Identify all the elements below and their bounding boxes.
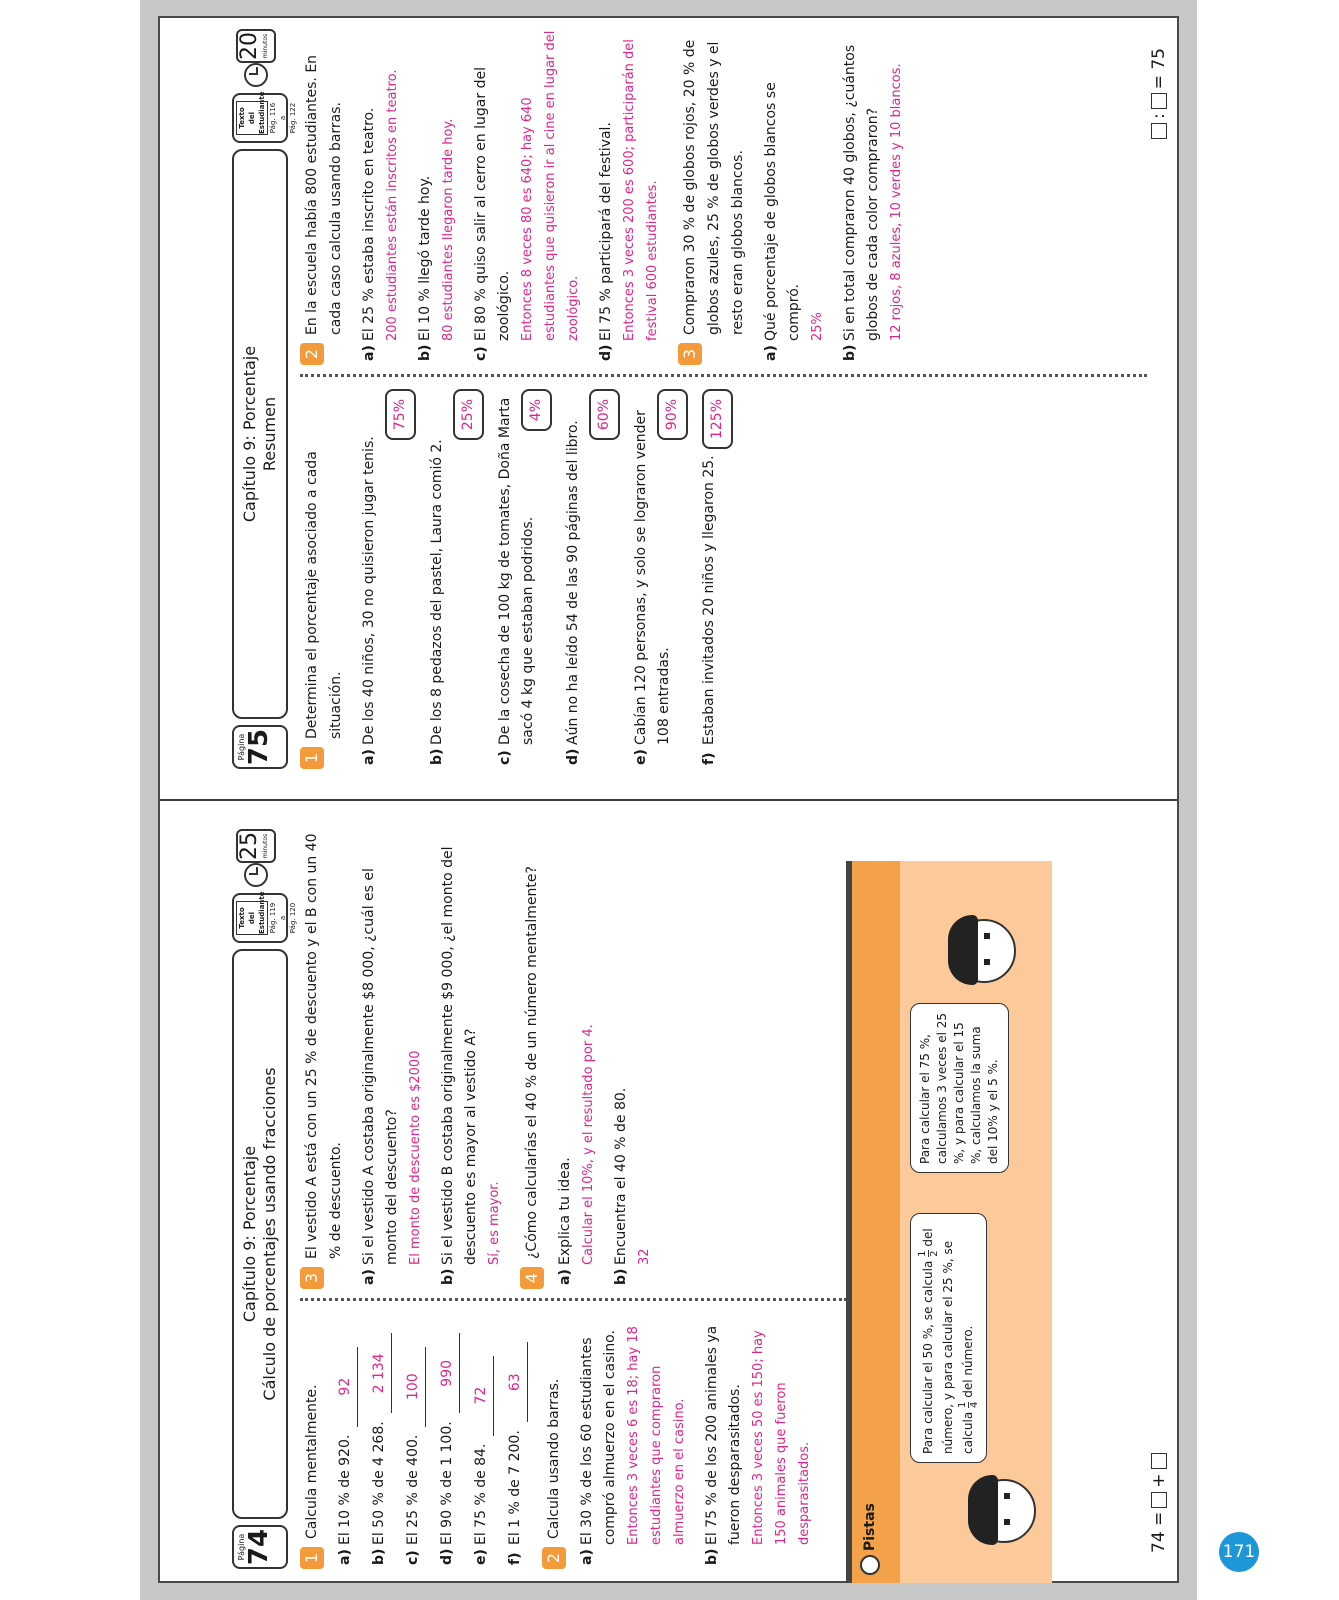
sub-question: b) El 10 % llegó tarde hoy. 80 estudiantes llegaron tarde hoy. [417, 118, 456, 361]
answer: 80 estudiantes llegaron tarde hoy. [441, 118, 456, 341]
chapter-title: Capítulo 9: Porcentaje Resumen [232, 149, 288, 719]
question-text: El 10 % de 920. [337, 1434, 353, 1545]
sub-question: e) El 75 % de 84.72 [470, 1319, 494, 1569]
question-text: Si el vestido A costaba originalmente $8 000, ¿cuál es el monto del descuento? [361, 868, 400, 1265]
page-number-box: Página 74 [232, 1525, 288, 1569]
answer: 4% [521, 389, 552, 431]
sub-question: c) De la cosecha de 100 kg de tomates, Doña Marta sacó 4 kg que estaban podridos. 4% [494, 389, 552, 769]
sub-question: b) El 75 % de los 200 animales ya fueron desparasitados. Entonces 3 veces 50 es 150; hay 150 animales que fueron desparasitados. [704, 1325, 812, 1565]
question-text: El 25 % de 400. [405, 1434, 421, 1545]
answer: 12 rojos, 8 azules, 10 verdes y 10 blancos. [889, 63, 904, 341]
answer: Calcular el 10%, y el resultado por 4. [581, 1024, 596, 1265]
sub-question: a) El 30 % de los 60 estudiantes compró almuerzo en el casino. Entonces 3 veces 6 es 18; hay 18 estudiantes que compraron almuerzo en el casino. [579, 1326, 687, 1565]
question-text: De los 40 niños, 30 no quisieron jugar tenis. [361, 436, 377, 745]
sub-question: c) El 80 % quiso salir al cerro en lugar del zoológico. Entonces 8 veces 80 es 640; hay 640 estudiantes que quisieron ir al cine en lugar del zoológico. [473, 30, 581, 361]
question-text: Si en total compraron 40 globos, ¿cuántos globos de cada color compraron? [842, 44, 881, 341]
answer: 90% [657, 389, 688, 440]
question-text: El 30 % de los 60 estudiantes compró almuerzo en el casino. [579, 1330, 618, 1545]
answer: 72 [470, 1356, 494, 1436]
answer: 125% [702, 389, 733, 449]
question-1: 1 Calcula mentalmente. a) El 10 % de 920.92 b) El 50 % de 4 268.2 134 c) El 25 % de 400.100 d) El 90 % de 1 100.990 e) El 75 % de 84.72 f) El 1 % de 7 200.63 2 Calcula usando barras. a) El 30 % de los 60 estudiantes compró almuerzo en el casino. Entonces 3 veces 6 es 18; hay 18 estudiantes que compraron almuerzo en el casino. b) El 75 % de los 200 animales ya fueron desparasitados. Entonces 3 veces 50 es 150; hay 150 animales que fueron desparasitados. [300, 1319, 816, 1569]
question-text: Cabían 120 personas, y solo se lograron vender 108 entradas. [633, 410, 672, 745]
question-text: De la cosecha de 100 kg de tomates, Doña Marta sacó 4 kg que estaban podridos. [497, 397, 536, 745]
question-text: El 10 % llegó tarde hoy. [417, 175, 433, 341]
sub-question: d) El 75 % participará del festival. Entonces 3 veces 200 es 600; participarán del festival 600 estudiantes. [598, 39, 660, 361]
answer: 63 [504, 1342, 528, 1422]
question-text: El 90 % de 1 100. [439, 1421, 455, 1545]
answer: Entonces 3 veces 50 es 150; hay 150 animales que fueron desparasitados. [751, 1330, 812, 1545]
clock-icon [244, 63, 268, 87]
question-text: Explica tu idea. [557, 1157, 573, 1265]
question-text: El 1 % de 7 200. [507, 1430, 523, 1545]
timer: 20 minutos [232, 27, 288, 87]
question-text: Aún no ha leído 54 de las 90 páginas del libro. [565, 420, 581, 745]
answer: 32 [637, 1248, 652, 1265]
question-text: De los 8 pedazos del pastel, Laura comió 2. [429, 439, 445, 745]
girl-illustration [972, 1479, 1036, 1543]
answer: 60% [589, 389, 620, 440]
sub-question: f) El 1 % de 7 200.63 [504, 1319, 528, 1569]
answer: 75% [385, 389, 416, 440]
student-text-reference: Texto del Estudiante Pág. 119 a Pág. 120 [232, 893, 288, 943]
tip-bubble-1: Para calcular el 50 %, se calcula 1 2 del número, y para calcular el 25 %, se calcula 1 4 del número. [910, 1213, 987, 1463]
question-2: 2 Calcula usando barras. [542, 1319, 566, 1569]
answer: El monto de descuento es $2000 [408, 1050, 423, 1265]
question-2: 2 En la escuela había 800 estudiantes. En cada caso calcula usando barras. a) El 25 % estaba inscrito en teatro. 200 estudiantes están inscritos en teatro. b) El 10 % llegó tarde hoy. 80 estudiantes llegaron tarde hoy. c) El 80 % quiso salir al cerro en lugar del zoológico. Entonces 8 veces 80 es 640; hay 640 estudiantes que quisieron ir al cine en lugar del zoológico. d) El 75 % participará del festival. Entonces 3 veces 200 es 600; participarán del festival 600 estudiantes. 3 Compraron 30 % de globos rojos, 20 % de globos azules, 25 % de globos verdes y el resto eran globos blancos. a) Qué porcentaje de globos blancos se compró. 25% b) Si en total compraron 40 globos, ¿cuántos globos de cada color compraron? 12 rojos, 8 azules, 10 verdes y 10 blancos. [300, 21, 908, 365]
question-text: Encuentra el 40 % de 80. [613, 1087, 629, 1265]
answer: 990 [436, 1333, 460, 1413]
tips-panel [846, 861, 1052, 1583]
page-75-header [232, 26, 297, 769]
question-1: 1 Determina el porcentaje asociado a cada situación. a) De los 40 niños, 30 no quisieron jugar tenis. 75% b) De los 8 pedazos del pastel, Laura comió 2. 25% c) De la cosecha de 100 kg de tomates, Doña Marta sacó 4 kg que estaban podridos. 4% d) Aún no ha leído 54 de las 90 páginas del libro. 60% e) Cabían 120 personas, y solo se lograron vender 108 entradas. 90% f) Estaban invitados 20 niños y llegaron 25. 125% [300, 389, 733, 769]
magnifier-icon [860, 1555, 880, 1575]
boy-illustration [952, 919, 1016, 983]
question-text: Si el vestido B costaba originalmente $9 000, ¿el monto del descuento es mayor al vestido A? [440, 846, 479, 1265]
page-number-circle: 171 [1219, 1532, 1259, 1572]
question-text: Qué porcentaje de globos blancos se compró. [763, 82, 802, 341]
sub-question: e) Cabían 120 personas, y solo se lograron vender 108 entradas. 90% [630, 389, 688, 769]
sub-question: b) El 50 % de 4 268.2 134 [368, 1319, 392, 1569]
answer: Sí, es mayor. [487, 1181, 502, 1265]
sub-question: a) Explica tu idea. Calcular el 10%, y el resultado por 4. [557, 1024, 596, 1285]
workbook-spread [158, 16, 1179, 1583]
tip-bubble-2: Para calcular el 75 %, calculamos 3 veces el 25 %, y para calcular el 15 %, calculamos la suma del 10% y el 5 %. [910, 1003, 1009, 1173]
sub-question: a) Qué porcentaje de globos blancos se compró. 25% [763, 82, 825, 361]
tips-title: Pistas [860, 1503, 880, 1575]
answer: Entonces 8 veces 80 es 640; hay 640 estudiantes que quisieron ir al cine en lugar del zoológico. [520, 30, 581, 341]
question-text: El 75 % de los 200 animales ya fueron desparasitados. [704, 1325, 743, 1545]
page-number-box: Página 75 [232, 725, 288, 769]
answer: 25% [810, 312, 825, 341]
question-text: El 25 % estaba inscrito en teatro. [361, 107, 377, 341]
sub-question: a) Si el vestido A costaba originalmente $8 000, ¿cuál es el monto del descuento? El monto de descuento es $2000 [361, 868, 423, 1285]
question-3: 3 Compraron 30 % de globos rojos, 20 % de globos azules, 25 % de globos verdes y el resto eran globos blancos. [678, 21, 750, 365]
answer: 25% [453, 389, 484, 440]
sub-question: d) Aún no ha leído 54 de las 90 páginas del libro. 60% [562, 389, 620, 769]
page-74-header [232, 809, 297, 1569]
footer-equation: 74 = + [1149, 1453, 1169, 1553]
answer: 100 [402, 1347, 426, 1427]
student-text-reference: Texto del Estudiante Pág. 116 a Pág. 122 [232, 93, 288, 143]
sub-question: b) Si el vestido B costaba originalmente $9 000, ¿el monto del descuento es mayor al vestido A? Sí, es mayor. [440, 846, 502, 1285]
sub-question: f) Estaban invitados 20 niños y llegaron 25. 125% [698, 389, 733, 769]
answer: 2 134 [368, 1333, 392, 1413]
question-text: Estaban invitados 20 niños y llegaron 25. [701, 455, 717, 745]
clock-icon [244, 863, 268, 887]
answer: 200 estudiantes están inscritos en teatro. [385, 69, 400, 341]
answer: 92 [334, 1347, 358, 1427]
timer: 25 minutos [232, 827, 288, 887]
dotted-separator [300, 1298, 847, 1301]
chapter-title: Capítulo 9: Porcentaje Cálculo de porcentajes usando fracciones [232, 949, 288, 1519]
question-text: El 50 % de 4 268. [371, 1421, 387, 1545]
question-4: 4 ¿Cómo calcularías el 40 % de un número mentalmente? [520, 829, 544, 1289]
sub-question: c) El 25 % de 400.100 [402, 1319, 426, 1569]
sub-question: b) De los 8 pedazos del pastel, Laura comió 2. 25% [426, 389, 484, 769]
answer: Entonces 3 veces 6 es 18; hay 18 estudiantes que compraron almuerzo en el casino. [626, 1326, 687, 1545]
sub-question: a) El 25 % estaba inscrito en teatro. 200 estudiantes están inscritos en teatro. [361, 69, 400, 361]
sub-question: b) Si en total compraron 40 globos, ¿cuántos globos de cada color compraron? 12 rojos, 8 azules, 10 verdes y 10 blancos. [842, 44, 904, 361]
question-text: El 75 % participará del festival. [598, 122, 614, 341]
page-75 [160, 18, 1177, 783]
sub-question: b) Encuentra el 40 % de 80. 32 [613, 1087, 652, 1285]
question-3: 3 El vestido A está con un 25 % de descuento y el B con un 40 % de descuento. a) Si el vestido A costaba originalmente $8 000, ¿cuál es el monto del descuento? El monto de descuento es $2000 b) Si el vestido B costaba originalmente $9 000, ¿el monto del descuento es mayor al vestido A? Sí, es mayor. 4 ¿Cómo calcularías el 40 % de un número mentalmente? a) Explica tu idea. Calcular el 10%, y el resultado por 4. b) Encuentra el 40 % de 80. 32 [300, 829, 656, 1289]
footer-equation: : = 75 [1149, 48, 1169, 139]
sub-question: a) El 10 % de 920.92 [334, 1319, 358, 1569]
page-74 [160, 801, 1177, 1583]
answer: Entonces 3 veces 200 es 600; participarán del festival 600 estudiantes. [622, 39, 660, 341]
sub-question: a) De los 40 niños, 30 no quisieron jugar tenis. 75% [358, 389, 416, 769]
sub-question: d) El 90 % de 1 100.990 [436, 1319, 460, 1569]
question-text: El 80 % quiso salir al cerro en lugar del zoológico. [473, 67, 512, 341]
dotted-separator [300, 374, 1147, 377]
question-text: El 75 % de 84. [473, 1443, 489, 1545]
